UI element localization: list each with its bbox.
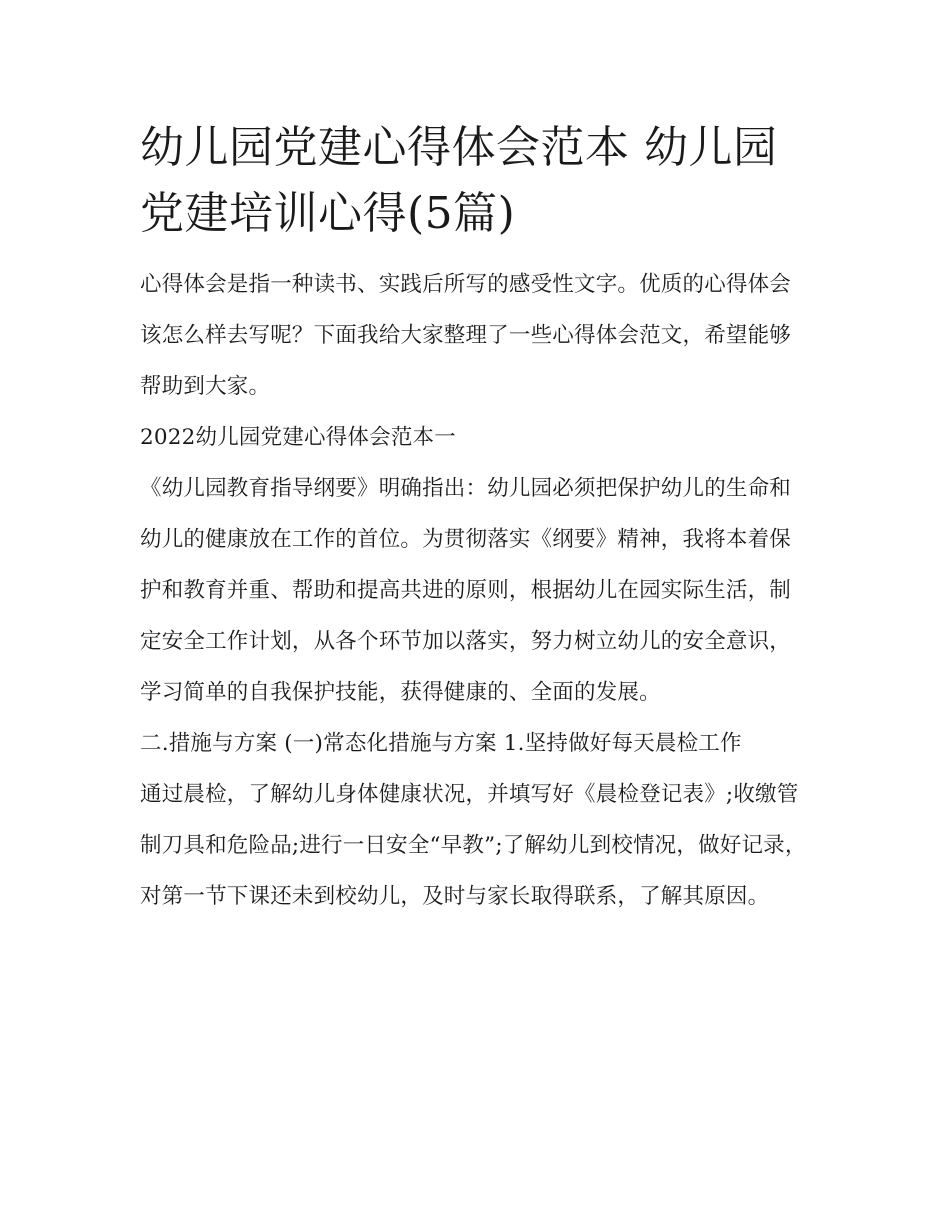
intro-paragraph: 心得体会是指一种读书、实践后所写的感受性文字。优质的心得体会该怎么样去写呢？下面我给大家整理了一些心得体会范文，希望能够帮助到大家。 <box>140 272 792 399</box>
measures-heading: 二.措施与方案 (一)常态化措施与方案 1.坚持做好每天晨检工作 <box>140 731 742 756</box>
body-paragraph: 通过晨检，了解幼儿身体健康状况，并填写好《晨检登记表》;收缴管制刀具和危险品;进行一日安全“早教”;了解幼儿到校情况，做好记录，对第一节下课还未到校幼儿，及时与家长取得联系，了解其原因。 <box>140 782 807 909</box>
body-paragraph: 《幼儿园教育指导纲要》明确指出：幼儿园必须把保护幼儿的生命和幼儿的健康放在工作的首位。为贯彻落实《纲要》精神，我将本着保护和教育并重、帮助和提高共进的原则，根据幼儿在园实际生活，制定安全工作计划，从各个环节加以落实，努力树立幼儿的安全意识，学习简单的自我保护技能，获得健康的、全面的发展。 <box>140 476 792 705</box>
document-body <box>140 115 812 922</box>
section-heading: 2022幼儿园党建心得体会范本一 <box>140 425 456 450</box>
document-title: 幼儿园党建心得体会范本 幼儿园党建培训心得(5篇) <box>140 122 778 239</box>
